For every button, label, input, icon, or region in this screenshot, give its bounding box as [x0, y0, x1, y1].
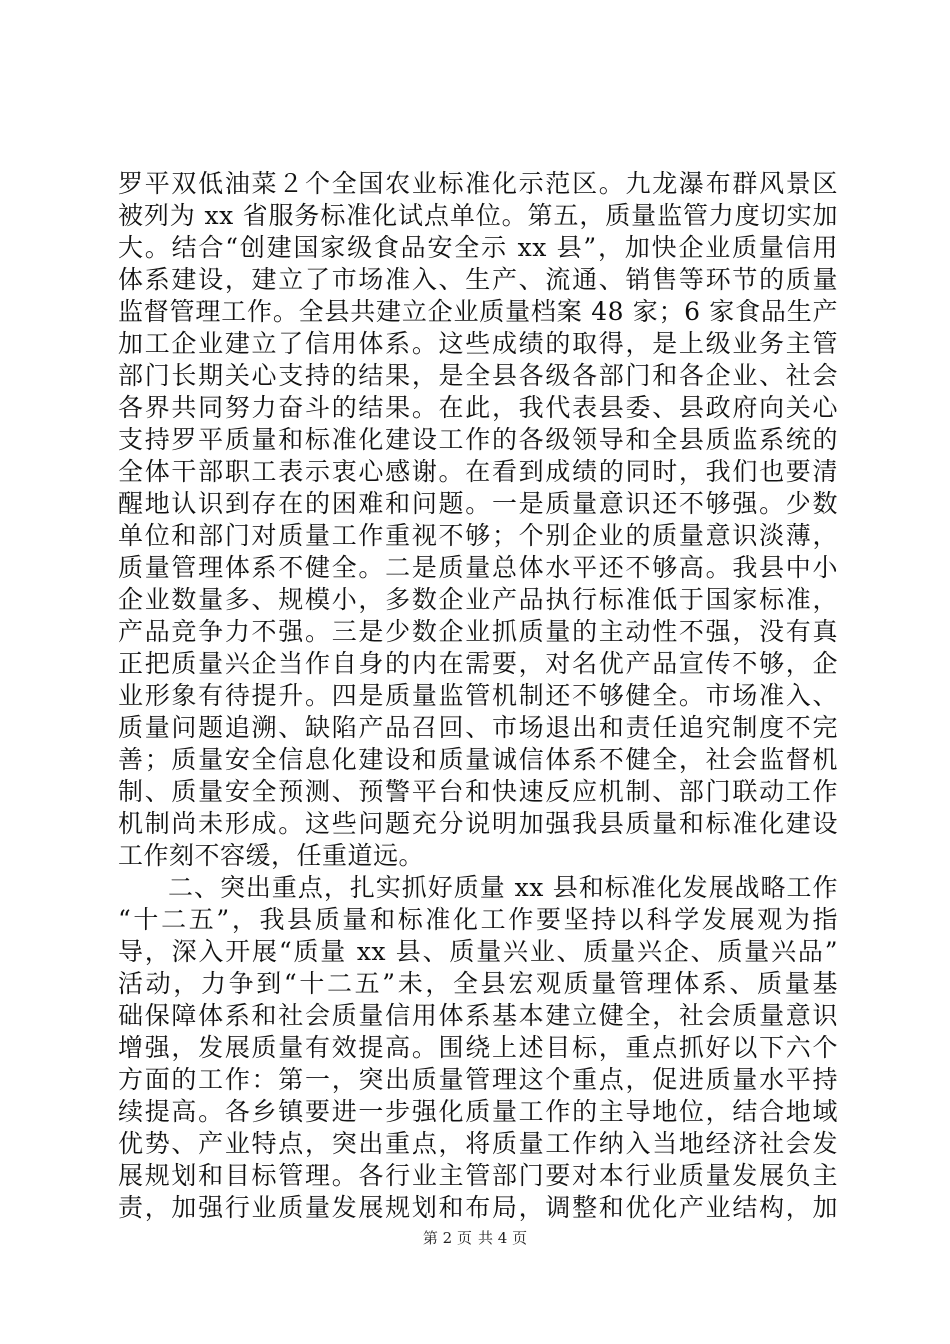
- text-line: 质量问题追溯、缺陷产品召回、市场退出和责任追究制度不完: [118, 713, 838, 742]
- text-line: 展规划和目标管理。各行业主管部门要对本行业质量发展负主: [118, 1161, 838, 1190]
- text-line: 支持罗平质量和标准化建设工作的各级领导和全县质监系统的: [118, 425, 838, 454]
- text-line: 加工企业建立了信用体系。这些成绩的取得，是上级业务主管: [118, 329, 838, 358]
- text-line: 被列为 xx 省服务标准化试点单位。第五，质量监管力度切实加: [118, 201, 838, 230]
- text-line: 质量管理体系不健全。二是质量总体水平还不够高。我县中小: [118, 553, 838, 582]
- text-line: 全体干部职工表示衷心感谢。在看到成绩的同时，我们也要清: [118, 457, 838, 486]
- text-line: 醒地认识到存在的困难和问题。一是质量意识还不够强。少数: [118, 489, 838, 518]
- text-line: 方面的工作：第一，突出质量管理这个重点，促进质量水平持: [118, 1065, 838, 1094]
- text-line: 罗平双低油菜２个全国农业标准化示范区。九龙瀑布群风景区: [118, 169, 838, 198]
- page-number: 第 2 页: [422, 1229, 472, 1247]
- text-line: 业形象有待提升。四是质量监管机制还不够健全。市场准入、: [118, 681, 838, 710]
- section-heading-line: 二、突出重点，扎实抓好质量 xx 县和标准化发展战略工作: [168, 873, 838, 902]
- text-line: 正把质量兴企当作自身的内在需要，对名优产品宣传不够，企: [118, 649, 838, 678]
- text-line: 责，加强行业质量发展规划和布局，调整和优化产业结构，加: [118, 1193, 838, 1222]
- text-line: 优势、产业特点，突出重点，将质量工作纳入当地经济社会发: [118, 1129, 838, 1158]
- text-line: “十二五”，我县质量和标准化工作要坚持以科学发展观为指: [118, 905, 838, 934]
- text-line: 企业数量多、规模小，多数企业产品执行标准低于国家标准，: [118, 585, 838, 614]
- document-body: [118, 168, 838, 1224]
- text-line: 产品竞争力不强。三是少数企业抓质量的主动性不强，没有真: [118, 617, 838, 646]
- text-line: 体系建设，建立了市场准入、生产、流通、销售等环节的质量: [118, 265, 838, 294]
- text-line: 续提高。各乡镇要进一步强化质量工作的主导地位，结合地域: [118, 1097, 838, 1126]
- text-line: 部门长期关心支持的结果，是全县各级各部门和各企业、社会: [118, 361, 838, 390]
- text-line: 增强，发展质量有效提高。围绕上述目标，重点抓好以下六个: [118, 1033, 838, 1062]
- text-line: 善；质量安全信息化建设和质量诚信体系不健全，社会监督机: [118, 745, 838, 774]
- text-line: 导，深入开展“质量 xx 县、质量兴业、质量兴企、质量兴品”: [118, 937, 838, 966]
- text-line: 机制尚未形成。这些问题充分说明加强我县质量和标准化建设: [118, 809, 838, 838]
- text-line: 单位和部门对质量工作重视不够；个别企业的质量意识淡薄，: [118, 521, 838, 550]
- text-line: 活动，力争到“十二五”未，全县宏观质量管理体系、质量基: [118, 969, 838, 998]
- text-line: 监督管理工作。全县共建立企业质量档案 48 家；6 家食品生产: [118, 297, 838, 326]
- page-total: 共 4 页: [478, 1229, 528, 1247]
- text-line: 工作刻不容缓，任重道远。: [118, 841, 425, 870]
- text-line: 各界共同努力奋斗的结果。在此，我代表县委、县政府向关心: [118, 393, 838, 422]
- text-line: 础保障体系和社会质量信用体系基本建立健全，社会质量意识: [118, 1001, 838, 1030]
- text-line: 制、质量安全预测、预警平台和快速反应机制、部门联动工作: [118, 777, 838, 806]
- text-line: 大。结合“创建国家级食品安全示 xx 县”，加快企业质量信用: [118, 233, 838, 262]
- page-footer: [0, 1228, 950, 1248]
